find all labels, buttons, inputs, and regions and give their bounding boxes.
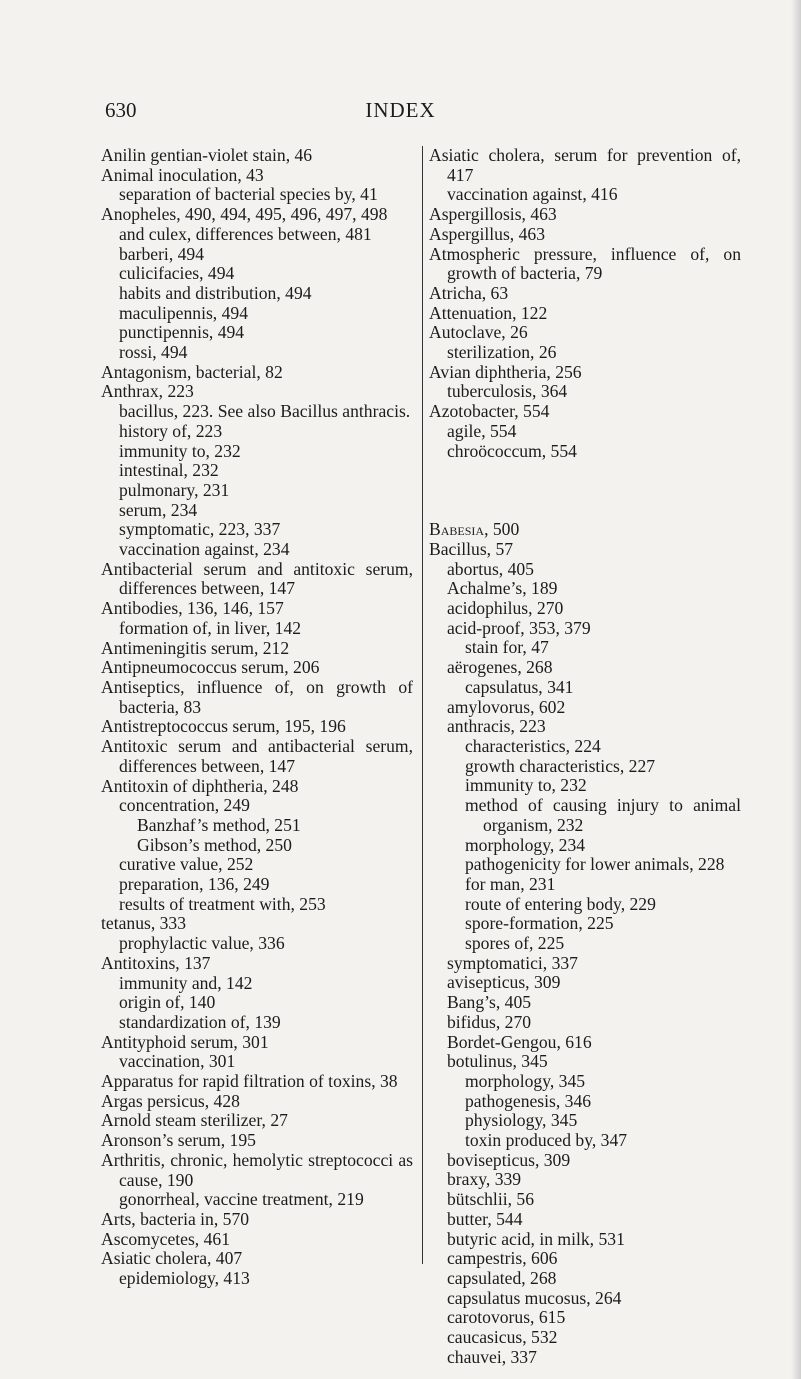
- index-group-b: [429, 520, 741, 1367]
- index-entry: Banzhaf’s method, 251: [137, 814, 301, 835]
- index-entry: formation of, in liver, 142: [119, 617, 302, 638]
- index-entry: Antityphoid serum, 301: [101, 1031, 269, 1052]
- index-entry: Antibodies, 136, 146, 157: [101, 598, 284, 619]
- index-entry: growth characteristics, 227: [465, 755, 656, 776]
- column-divider: [422, 146, 423, 1264]
- index-entry: preparation, 136, 249: [119, 874, 270, 895]
- index-entry: bacillus, 223. See also Bacillus anthracis.: [119, 401, 411, 422]
- index-entry: Achalme’s, 189: [447, 578, 558, 599]
- index-entry: punctipennis, 494: [119, 322, 245, 343]
- index-entry: Antimeningitis serum, 212: [101, 637, 290, 658]
- index-entry: prophylactic value, 336: [119, 933, 285, 954]
- index-entry: stain for, 47: [465, 637, 549, 658]
- index-entry: Apparatus for rapid filtration of toxins, 38: [101, 1071, 398, 1092]
- running-head: INDEX: [365, 98, 436, 122]
- index-entry: history of, 223: [119, 420, 223, 441]
- index-entry: campestris, 606: [447, 1248, 558, 1269]
- index-entry: morphology, 345: [465, 1070, 586, 1091]
- index-entry: Antitoxic serum and antibacterial serum, differences between, 147: [101, 736, 413, 776]
- index-entry: pulmonary, 231: [119, 479, 230, 500]
- index-entry: Bang’s, 405: [447, 992, 532, 1013]
- index-entry: origin of, 140: [119, 992, 216, 1013]
- index-entry: symptomatic, 223, 337: [119, 519, 281, 540]
- index-entry: butyric acid, in milk, 531: [447, 1228, 625, 1249]
- index-entry: agile, 554: [447, 420, 517, 441]
- index-entry: for man, 231: [465, 873, 556, 894]
- index-entry: acidophilus, 270: [447, 598, 564, 619]
- index-entry: Antibacterial serum and antitoxic serum, differences between, 147: [101, 558, 413, 599]
- index-entry: morphology, 234: [465, 834, 586, 855]
- index-entry: pathogenesis, 346: [465, 1090, 592, 1111]
- index-entry: standardization of, 139: [119, 1011, 281, 1032]
- index-entry: Avian diphtheria, 256: [429, 361, 582, 382]
- index-entry: bovisepticus, 309: [447, 1149, 571, 1170]
- index-entry: vaccination against, 416: [447, 184, 618, 205]
- index-entry: tetanus, 333: [101, 913, 187, 934]
- index-entry: capsulatus mucosus, 264: [447, 1287, 622, 1308]
- index-entry: Attenuation, 122: [429, 302, 548, 323]
- index-group-a: [429, 146, 741, 461]
- index-entry: gonorrheal, vaccine treatment, 219: [119, 1189, 364, 1210]
- index-entry: tuberculosis, 364: [447, 381, 568, 402]
- index-entry: Antiseptics, influence of, on growth of bacteria, 83: [101, 676, 413, 717]
- index-entry: curative value, 252: [119, 854, 254, 875]
- index-entry: bütschlii, 56: [447, 1189, 534, 1210]
- page-number: 630: [105, 98, 137, 122]
- index-entry: maculipennis, 494: [119, 302, 248, 323]
- index-entry: Aspergillus, 463: [429, 223, 545, 244]
- index-entry: toxin produced by, 347: [465, 1130, 628, 1151]
- page-edge-shadow: [791, 0, 801, 1379]
- index-entry: bifidus, 270: [447, 1011, 532, 1032]
- index-entry: amylovorus, 602: [447, 696, 566, 717]
- index-entry: Arnold steam sterilizer, 27: [101, 1110, 288, 1131]
- index-entry: Asiatic cholera, 407: [101, 1248, 243, 1269]
- index-entry: vaccination against, 234: [119, 539, 290, 560]
- index-entry: Animal inoculation, 43: [101, 164, 264, 185]
- index-entry: Aronson’s serum, 195: [101, 1130, 256, 1151]
- index-entry: abortus, 405: [447, 558, 534, 579]
- index-entry: butter, 544: [447, 1208, 523, 1229]
- index-entry: anthracis, 223: [447, 716, 546, 737]
- index-entry: aërogenes, 268: [447, 657, 553, 678]
- index-entry: Aspergillosis, 463: [429, 204, 557, 225]
- index-entry: culicifacies, 494: [119, 263, 235, 284]
- index-entry: spores of, 225: [465, 933, 565, 954]
- index-entry: Antitoxin of diphtheria, 248: [101, 775, 299, 796]
- section-gap: [429, 461, 741, 520]
- index-entry: Argas persicus, 428: [101, 1090, 240, 1111]
- index-entry: Atmospheric pressure, influence of, on growth of bacteria, 79: [429, 243, 741, 284]
- index-entry: vaccination, 301: [119, 1051, 236, 1072]
- index-entry: chauvei, 337: [447, 1346, 537, 1367]
- index-entry: Antitoxins, 137: [101, 952, 211, 973]
- index-entry: rossi, 494: [119, 342, 188, 363]
- index-entry: characteristics, 224: [465, 735, 601, 756]
- index-entry: Antagonism, bacterial, 82: [101, 361, 283, 382]
- page-header: [0, 98, 801, 128]
- index-entry: acid-proof, 353, 379: [447, 617, 591, 638]
- index-entry: spore-formation, 225: [465, 913, 614, 934]
- index-entry: capsulated, 268: [447, 1267, 557, 1288]
- index-column-right: [429, 146, 741, 1367]
- index-entry: and culex, differences between, 481: [119, 223, 372, 244]
- index-entry: Atricha, 63: [429, 282, 509, 303]
- index-entry: braxy, 339: [447, 1169, 522, 1190]
- index-entry: Babesia, 500: [429, 519, 520, 540]
- index-entry: Bordet-Gengou, 616: [447, 1031, 592, 1052]
- index-entry: Arts, bacteria in, 570: [101, 1208, 250, 1229]
- index-entry: pathogenicity for lower animals, 228: [465, 854, 725, 875]
- index-entry: Arthritis, chronic, hemolytic streptococci as cause, 190: [101, 1149, 413, 1190]
- index-column-left: [101, 146, 413, 1289]
- index-entry: Gibson’s method, 250: [137, 834, 292, 855]
- index-entry: carotovorus, 615: [447, 1307, 566, 1328]
- index-entry: symptomatici, 337: [447, 952, 578, 973]
- index-entry: Azotobacter, 554: [429, 401, 550, 422]
- index-entry: Antipneumococcus serum, 206: [101, 657, 320, 678]
- index-entry: separation of bacterial species by, 41: [119, 184, 378, 205]
- index-entry: results of treatment with, 253: [119, 893, 326, 914]
- index-entry: Anopheles, 490, 494, 495, 496, 497, 498: [101, 204, 388, 225]
- index-entry: immunity to, 232: [119, 440, 241, 461]
- index-entry: Antistreptococcus serum, 195, 196: [101, 716, 346, 737]
- index-entry: physiology, 345: [465, 1110, 578, 1131]
- index-entry: capsulatus, 341: [465, 676, 574, 697]
- index-entry: immunity and, 142: [119, 972, 253, 993]
- index-entry: epidemiology, 413: [119, 1268, 250, 1289]
- index-entry: method of causing injury to animal organism, 232: [465, 795, 741, 835]
- index-entry: Autoclave, 26: [429, 322, 528, 343]
- index-entry: habits and distribution, 494: [119, 282, 312, 303]
- index-entry: Asiatic cholera, serum for prevention of, 417: [429, 145, 741, 185]
- index-entry: chroöcoccum, 554: [447, 440, 577, 461]
- index-entry: botulinus, 345: [447, 1051, 548, 1072]
- index-entry: route of entering body, 229: [465, 893, 656, 914]
- index-entry: immunity to, 232: [465, 775, 587, 796]
- index-entry: Bacillus, 57: [429, 538, 514, 559]
- index-entry: concentration, 249: [119, 795, 250, 816]
- index-entry: Anilin gentian-violet stain, 46: [101, 145, 313, 165]
- index-entry: barberi, 494: [119, 243, 205, 264]
- index-entry: caucasicus, 532: [447, 1327, 558, 1348]
- index-entry: sterilization, 26: [447, 342, 557, 363]
- index-entry: Ascomycetes, 461: [101, 1228, 230, 1249]
- index-entry: Anthrax, 223: [101, 381, 194, 402]
- index-entry: intestinal, 232: [119, 460, 219, 481]
- index-entry: serum, 234: [119, 499, 198, 520]
- index-entry: avisepticus, 309: [447, 972, 561, 993]
